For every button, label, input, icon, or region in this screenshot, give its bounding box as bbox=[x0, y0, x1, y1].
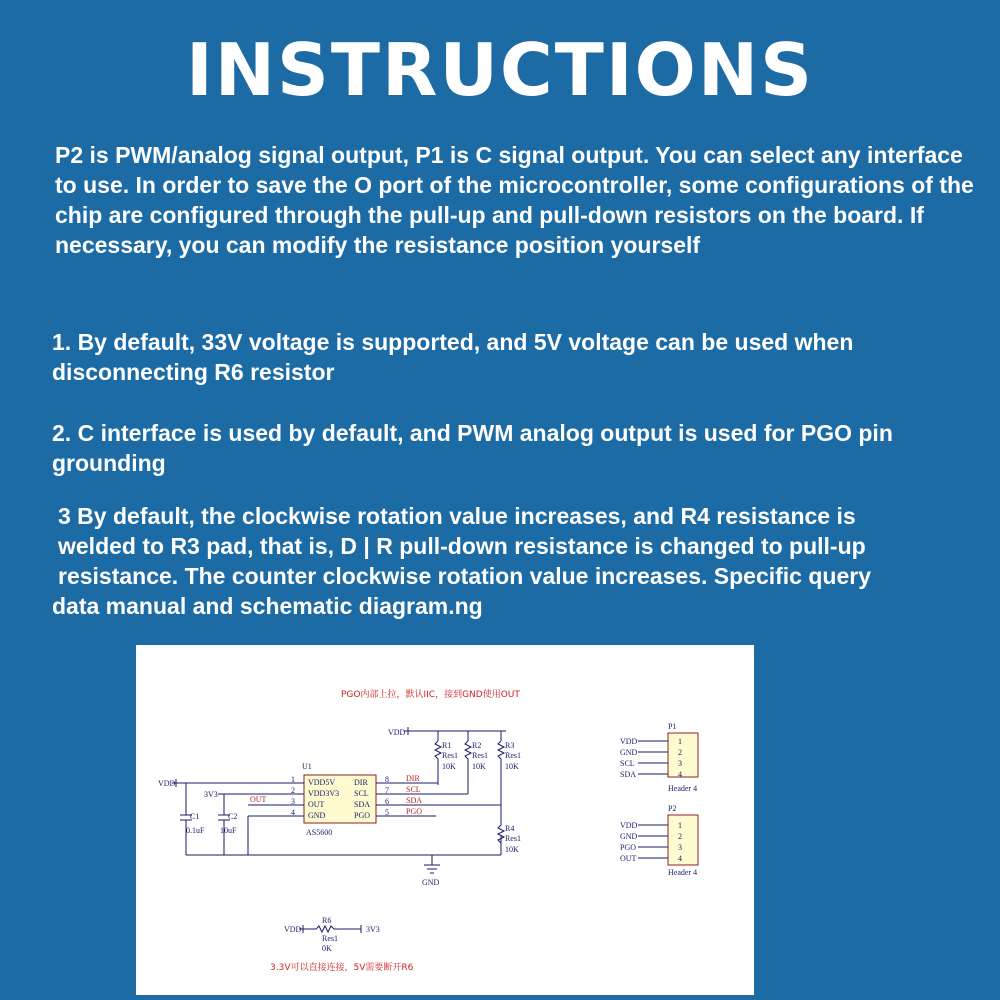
p2-num: 4 bbox=[678, 854, 682, 863]
r2-type: Res1 bbox=[472, 751, 488, 760]
p1-header bbox=[668, 733, 698, 777]
p2-ref: P2 bbox=[668, 804, 677, 813]
p2-pin: VDD bbox=[620, 821, 638, 830]
r3-type: Res1 bbox=[505, 751, 521, 760]
u1-pin-num: 8 bbox=[385, 775, 389, 784]
schematic-svg bbox=[136, 645, 754, 995]
u1-pin-left: OUT bbox=[308, 800, 325, 809]
r3-ref: R3 bbox=[505, 741, 515, 750]
resistor-r3 bbox=[498, 741, 504, 791]
p1-name: Header 4 bbox=[668, 784, 698, 793]
r2-value: 10K bbox=[472, 762, 486, 771]
r4-value: 10K bbox=[505, 845, 519, 854]
p1-num: 3 bbox=[678, 759, 682, 768]
p2-pin: OUT bbox=[620, 854, 637, 863]
u1-pin-right: PGO bbox=[354, 811, 371, 820]
vdd-rail bbox=[404, 727, 506, 735]
r3-value: 10K bbox=[505, 762, 519, 771]
r4-ref: R4 bbox=[505, 824, 515, 833]
u1-pin-left: VDD5V bbox=[308, 778, 336, 787]
p2-pin: GND bbox=[620, 832, 638, 841]
r6-value: 0K bbox=[322, 944, 332, 953]
u1-ref: U1 bbox=[302, 762, 312, 771]
resistor-r4 bbox=[498, 805, 504, 855]
gnd-symbol bbox=[424, 855, 440, 873]
p1-pin: SDA bbox=[620, 770, 637, 779]
u1-pin-right: SDA bbox=[354, 800, 371, 809]
u1-part: AS5600 bbox=[306, 828, 333, 837]
instruction-item-2: 2. C interface is used by default, and PWM analog output is used for PGO pin grounding bbox=[52, 420, 893, 476]
r2-ref: R2 bbox=[472, 741, 482, 750]
u1-pin-left: VDD3V3 bbox=[308, 789, 340, 798]
p2-header bbox=[668, 815, 698, 865]
net-label-scl: SCL bbox=[406, 785, 421, 794]
instruction-item-3-line: data manual and schematic diagram.ng bbox=[52, 593, 483, 619]
resistor-r6 bbox=[299, 925, 361, 933]
instruction-item-1: 1. By default, 33V voltage is supported, and 5V voltage can be used when disconnecting R6 resistor bbox=[52, 329, 854, 385]
resistor-r1 bbox=[435, 741, 441, 785]
intro-paragraph: P2 is PWM/analog signal output, P1 is C signal output. You can select any interface to use. In order to save the O port of the microcontroller, some configurations of the chip are configured through the pull-up and pull-down resistors on the board. If necessary, you can modify the resistance position yourself bbox=[55, 142, 974, 258]
p1-num: 1 bbox=[678, 737, 682, 746]
p2-num: 3 bbox=[678, 843, 682, 852]
p1-num: 4 bbox=[678, 770, 682, 779]
r1-value: 10K bbox=[442, 762, 456, 771]
r6-type: Res1 bbox=[322, 934, 338, 943]
net-label-3v3: 3V3 bbox=[204, 790, 218, 799]
r1-type: Res1 bbox=[442, 751, 458, 760]
p1-ref: P1 bbox=[668, 722, 677, 731]
u1-pin-left: GND bbox=[308, 811, 326, 820]
u1-pin-right: DIR bbox=[354, 778, 368, 787]
instruction-item-3 bbox=[52, 501, 982, 621]
net-label-3v3: 3V3 bbox=[366, 925, 380, 934]
vdd-left-wire bbox=[172, 779, 286, 787]
c1-ref: C1 bbox=[190, 812, 200, 821]
p2-pin: PGO bbox=[620, 843, 637, 852]
u1-pin-num: 5 bbox=[385, 808, 389, 817]
net-label-out: OUT bbox=[250, 795, 267, 804]
u1-pin-num: 3 bbox=[291, 797, 295, 806]
r6-ref: R6 bbox=[322, 916, 332, 925]
instruction-item-3-line: resistance. The counter clockwise rotation value increases. Specific query bbox=[58, 563, 871, 589]
r4-type: Res1 bbox=[505, 834, 521, 843]
c2-value: 10uF bbox=[220, 826, 237, 835]
r1-ref: R1 bbox=[442, 741, 452, 750]
p1-pin: VDD bbox=[620, 737, 638, 746]
p2-num: 1 bbox=[678, 821, 682, 830]
net-label-dir: DIR bbox=[406, 774, 420, 783]
u1-pin-num: 7 bbox=[385, 786, 389, 795]
u1-pin-num: 2 bbox=[291, 786, 295, 795]
u1-pin-num: 4 bbox=[291, 808, 295, 817]
instruction-item-3-line: welded to R3 pad, that is, D | R pull-down resistance is changed to pull-up bbox=[58, 533, 866, 559]
schematic-diagram bbox=[136, 645, 754, 995]
u1-pin-right: SCL bbox=[354, 789, 369, 798]
u1-pin-num: 6 bbox=[385, 797, 389, 806]
net-label-vdd: VDD bbox=[158, 779, 176, 788]
schematic-note-top: PGO内部上拉，默认IIC，接到GND使用OUT bbox=[341, 690, 520, 700]
net-label-vdd: VDD bbox=[388, 728, 406, 737]
p2-name: Header 4 bbox=[668, 868, 698, 877]
net-label-vdd: VDD bbox=[284, 925, 302, 934]
p1-pin: SCL bbox=[620, 759, 635, 768]
u1-pin-num: 1 bbox=[291, 775, 295, 784]
c1-value: 0.1uF bbox=[186, 826, 205, 835]
instruction-item-3-line: 3 By default, the clockwise rotation value increases, and R4 resistance is bbox=[58, 503, 856, 529]
resistor-r2 bbox=[465, 741, 471, 791]
schematic-note-bottom: 3.3V可以直接连接，5V需要断开R6 bbox=[270, 963, 414, 973]
net-label-pgo: PGO bbox=[406, 807, 423, 816]
gnd-rail bbox=[186, 835, 501, 855]
c2-ref: C2 bbox=[228, 812, 238, 821]
net-label-gnd: GND bbox=[422, 878, 440, 887]
p1-num: 2 bbox=[678, 748, 682, 757]
net-label-sda: SDA bbox=[406, 796, 423, 805]
page-title: INSTRUCTIONS bbox=[186, 28, 814, 112]
p2-num: 2 bbox=[678, 832, 682, 841]
p1-pin: GND bbox=[620, 748, 638, 757]
